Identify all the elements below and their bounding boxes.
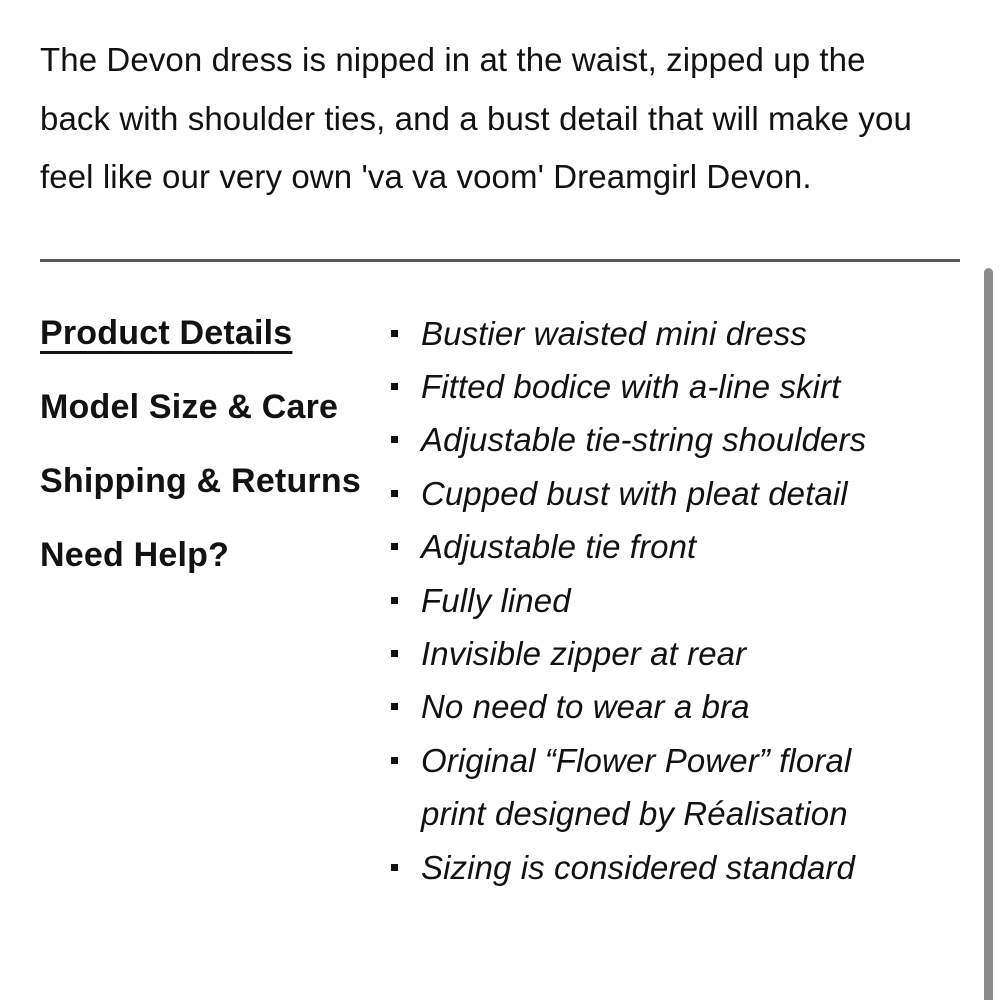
bullet-square-icon [391,490,398,497]
list-item-text: Fitted bodice with a-line skirt [421,367,841,405]
details-section [40,262,960,894]
list-item-text: Adjustable tie-string shoulders [421,421,867,459]
list-item [390,627,881,680]
tab-need-help[interactable] [40,537,390,573]
list-item-text: Sizing is considered standard [421,848,855,886]
tab-need-help-label: Need Help? [40,535,230,574]
list-item [390,307,881,360]
list-item [390,680,881,733]
bullet-square-icon [391,650,398,657]
bullet-square-icon [391,597,398,604]
bullet-square-icon [391,383,398,390]
list-item [390,413,881,466]
list-item-text: No need to wear a bra [421,688,750,726]
description-line: The Devon dress is nipped in at the waist, zipped up the [40,41,866,78]
product-details-list [390,307,881,894]
scrollbar-thumb[interactable] [984,268,993,1000]
bullet-square-icon [391,703,398,710]
tab-shipping-returns[interactable] [40,463,390,499]
bullet-square-icon [391,330,398,337]
bullet-square-icon [391,864,398,871]
list-item [390,841,881,894]
description-line: feel like our very own 'va va voom' Dreamgirl Devon. [40,158,812,195]
list-item-text: Fully lined [421,581,571,619]
list-item [390,360,881,413]
description-line: back with shoulder ties, and a bust detail that will make you [40,99,912,137]
tab-product-details[interactable] [40,315,390,351]
bullet-square-icon [391,757,398,764]
product-details-content [390,307,960,894]
product-description [40,0,960,207]
bullet-square-icon [391,543,398,550]
tab-model-size-care-label: Model Size & Care [40,387,339,426]
list-item-text: Original “Flower Power” floral print designed by Réalisation [421,741,852,833]
list-item-text: Adjustable tie front [421,528,697,566]
section-tabs [40,315,390,894]
list-item [390,467,881,520]
list-item [390,574,881,627]
tab-model-size-care[interactable] [40,389,390,425]
list-item-text: Cupped bust with pleat detail [421,474,848,512]
bullet-square-icon [391,436,398,443]
list-item [390,734,881,841]
tab-product-details-label: Product Details [40,313,293,352]
list-item-text: Invisible zipper at rear [421,634,747,672]
tab-shipping-returns-label: Shipping & Returns [40,461,361,500]
list-item [390,520,881,573]
list-item-text: Bustier waisted mini dress [421,314,807,352]
